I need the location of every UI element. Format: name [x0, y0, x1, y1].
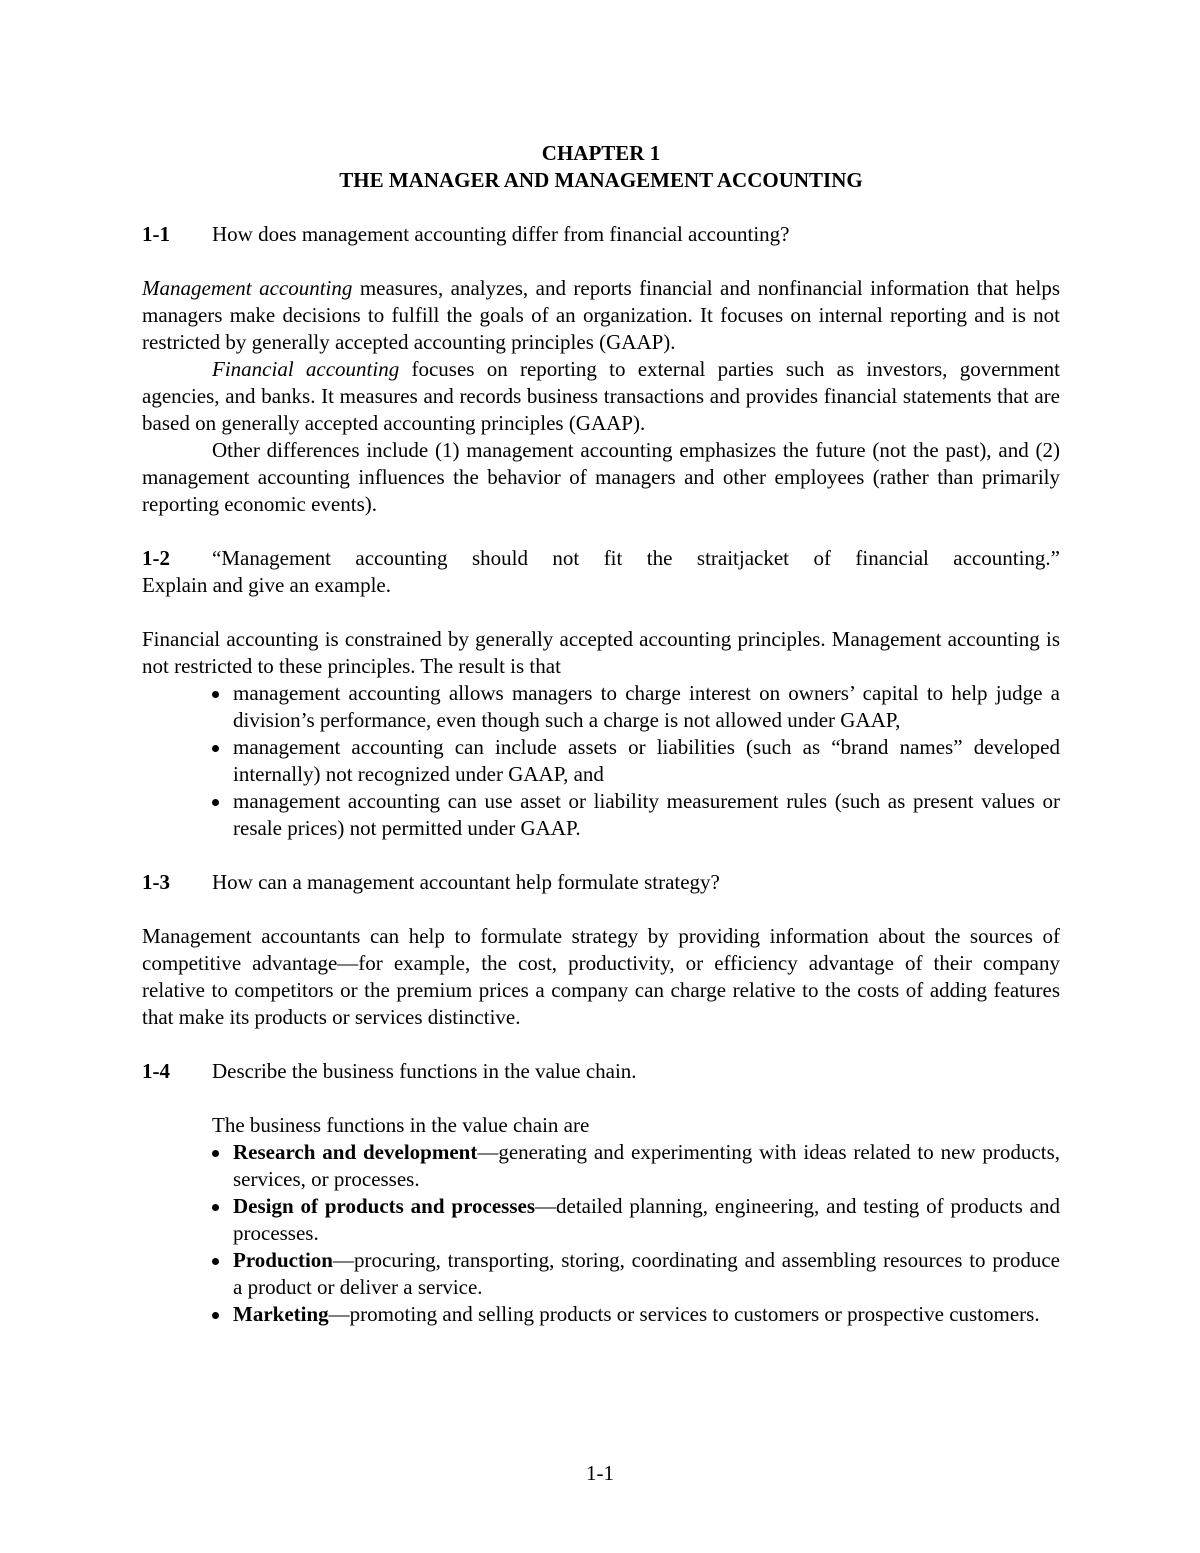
bullet-term: Production	[233, 1248, 333, 1272]
question-number: 1-3	[142, 870, 170, 894]
answer-paragraph: Other differences include (1) management accounting emphasizes the future (not the past), and (2) management accounting influences the behavior of managers and other employees (rather than primarily reporting economic events).	[142, 438, 1060, 516]
bullet-icon	[212, 745, 219, 752]
list-item: Marketing—promoting and selling products or services to customers or prospective customers.	[212, 1301, 1060, 1328]
question-1-1	[142, 221, 1060, 248]
bullet-icon	[212, 799, 219, 806]
bullet-icon	[212, 1312, 219, 1319]
answer-intro: The business functions in the value chain are	[212, 1113, 590, 1137]
bullet-icon	[212, 691, 219, 698]
question-text: How can a management accountant help formulate strategy?	[212, 870, 720, 894]
bullet-list	[142, 680, 1060, 842]
answer-paragraph: Financial accounting focuses on reporting to external parties such as investors, government agencies, and banks. It measures and records business transactions and provides financial statements that are based on generally accepted accounting principles (GAAP).	[142, 357, 1060, 435]
list-item: management accounting can include assets or liabilities (such as “brand names” developed internally) not recognized under GAAP, and	[212, 734, 1060, 788]
term-management-accounting: Management accounting	[142, 276, 353, 300]
list-item: Design of products and processes—detailed planning, engineering, and testing of products and processes.	[212, 1193, 1060, 1247]
answer-paragraph: Management accounting measures, analyzes, and reports financial and nonfinancial information that helps managers make decisions to fulfill the goals of an organization. It focuses on internal reporting and is not restricted by generally accepted accounting principles (GAAP).	[142, 276, 1060, 354]
list-item: management accounting allows managers to charge interest on owners’ capital to help judge a division’s performance, even though such a charge is not allowed under GAAP,	[212, 680, 1060, 734]
list-item: Research and development—generating and experimenting with ideas related to new products, services, or processes.	[212, 1139, 1060, 1193]
page-number: 1-1	[586, 1461, 614, 1485]
question-number: 1-2	[142, 546, 170, 570]
question-number: 1-4	[142, 1059, 170, 1083]
bullet-list	[142, 1139, 1060, 1328]
chapter-number: CHAPTER 1	[541, 141, 661, 165]
question-text: Describe the business functions in the value chain.	[212, 1059, 637, 1083]
bullet-icon	[212, 1258, 219, 1265]
chapter-title: THE MANAGER AND MANAGEMENT ACCOUNTING	[339, 168, 863, 192]
answer-paragraph: Management accountants can help to formulate strategy by providing information about the sources of competitive advantage—for example, the cost, productivity, or efficiency advantage of their company relative to competitors or the premium prices a company can charge relative to the costs of adding features that make its products or services distinctive.	[142, 924, 1060, 1029]
question-text-continued: Explain and give an example.	[142, 573, 391, 597]
bullet-icon	[212, 1150, 219, 1157]
bullet-term: Research and development	[233, 1140, 478, 1164]
bullet-icon	[212, 1204, 219, 1211]
question-1-4	[142, 1058, 1060, 1085]
list-item: management accounting can use asset or liability measurement rules (such as present values or resale prices) not permitted under GAAP.	[212, 788, 1060, 842]
question-1-3	[142, 869, 1060, 896]
list-item: Production—procuring, transporting, storing, coordinating and assembling resources to produce a product or deliver a service.	[212, 1247, 1060, 1301]
term-financial-accounting: Financial accounting	[212, 357, 400, 381]
bullet-term: Marketing	[233, 1302, 329, 1326]
question-text: “Management accounting should not fit the straitjacket of financial accounting.”	[212, 546, 1060, 570]
question-1-2	[142, 545, 1060, 572]
question-text: How does management accounting differ from financial accounting?	[212, 222, 790, 246]
document-page	[142, 140, 1060, 1328]
question-number: 1-1	[142, 222, 170, 246]
bullet-term: Design of products and processes	[233, 1194, 535, 1218]
answer-paragraph: Financial accounting is constrained by generally accepted accounting principles. Management accounting is not restricted to these principles. The result is that	[142, 627, 1060, 678]
